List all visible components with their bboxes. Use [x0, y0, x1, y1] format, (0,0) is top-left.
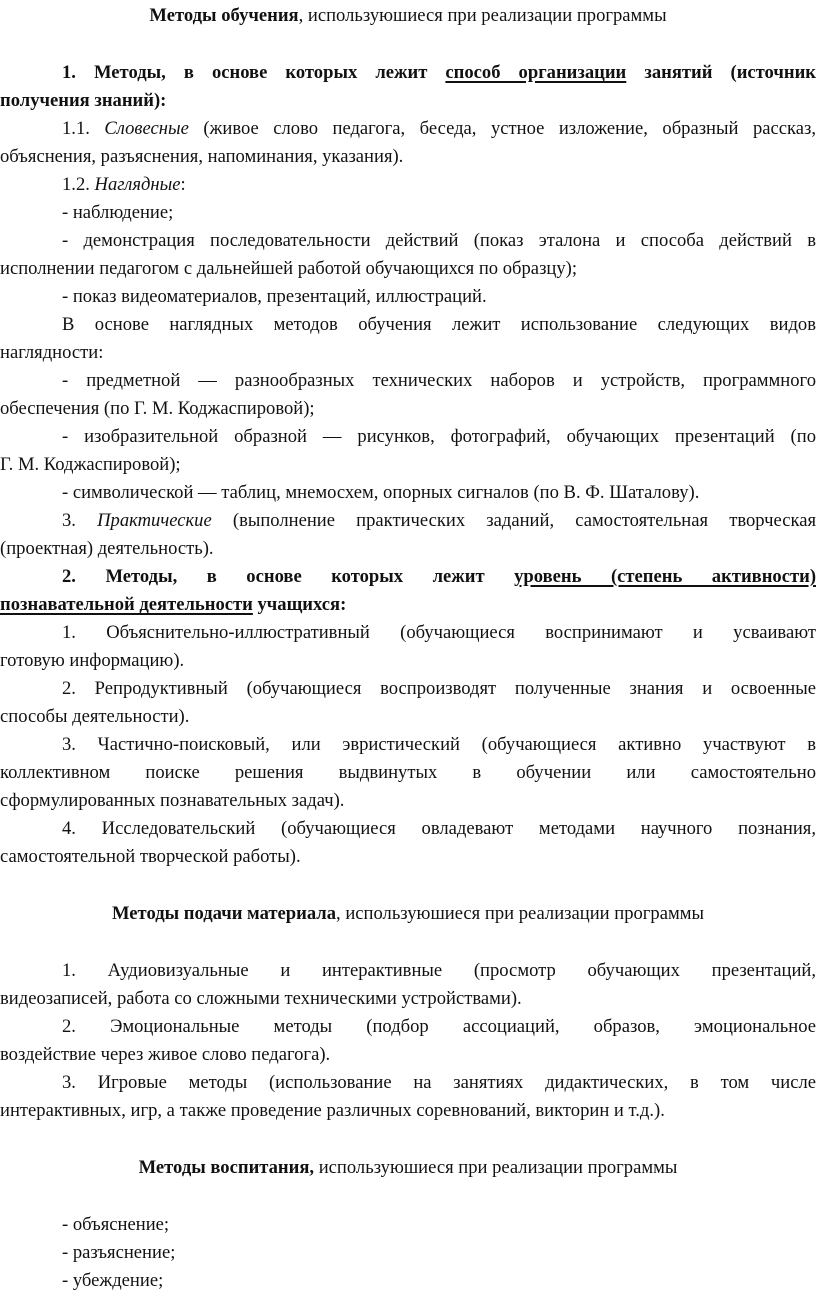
- item-term: Наглядные: [94, 174, 181, 195]
- title-bold: Методы воспитания,: [138, 1157, 315, 1178]
- list-item-cont: самостоятельной творческой работы).: [0, 846, 301, 867]
- title-teaching-methods: [0, 5, 816, 31]
- heading-underlined: способ организации: [445, 62, 627, 83]
- paragraph-practical: [62, 510, 816, 536]
- list-item-cont: готовую информацию).: [0, 650, 185, 671]
- section-1-heading-cont: получения знаний):: [0, 90, 167, 111]
- section-1-heading: [62, 62, 816, 88]
- item-number: 3.: [62, 510, 98, 531]
- list-item-cont: сформулированных познавательных задач).: [0, 790, 345, 811]
- list-item: 3. Игровые методы (использование на занятиях дидактических, в том числе: [62, 1072, 816, 1093]
- list-item: - изобразительной образной — рисунков, фотографий, обучающих презентаций (по: [62, 426, 816, 447]
- heading-underlined: уровень (степень активности): [514, 566, 816, 587]
- list-item: 2. Эмоциональные методы (подбор ассоциаций, образов, эмоциональное: [62, 1016, 816, 1037]
- list-item-cont: коллективном поиске решения выдвинутых в обучении или самостоятельно: [0, 762, 816, 783]
- title-rest: используюшиеся при реализации программы: [314, 1157, 678, 1178]
- list-item: - символической — таблиц, мнемосхем, опорных сигналов (по В. Ф. Шаталову).: [62, 482, 700, 503]
- heading-text-end: учащихся:: [252, 594, 347, 615]
- paragraph-verbal-cont: объяснения, разъяснения, напоминания, указания).: [0, 146, 404, 167]
- list-item-cont: видеозаписей, работа со сложными техническими устройствами).: [0, 988, 522, 1009]
- item-text: :: [180, 174, 186, 195]
- list-item: 1. Объяснительно-иллюстративный (обучающиеся воспринимают и усваивают: [62, 622, 816, 643]
- list-item: - убеждение;: [62, 1270, 164, 1291]
- list-item-cont: обеспечения (по Г. М. Коджаспировой);: [0, 398, 315, 419]
- heading-text: 2. Методы, в основе которых лежит: [62, 566, 515, 587]
- paragraph-visual: [62, 174, 816, 200]
- list-item: - объяснение;: [62, 1214, 170, 1235]
- heading-text-end: занятий (источник: [626, 62, 816, 83]
- list-item-cont: способы деятельности).: [0, 706, 190, 727]
- paragraph-cont: наглядности:: [0, 342, 104, 363]
- heading-underlined: познавательной деятельности: [0, 594, 253, 615]
- title-bold: Методы обучения: [149, 5, 299, 26]
- list-item-cont: интерактивных, игр, а также проведение различных соревнований, викторин и т.д.).: [0, 1100, 665, 1121]
- list-item: 2. Репродуктивный (обучающиеся воспроизводят полученные знания и освоенные: [62, 678, 816, 699]
- list-item: - демонстрация последовательности действий (показ эталона и способа действий в: [62, 230, 816, 251]
- section-2-heading-cont: [0, 594, 816, 620]
- list-item-cont: Г. М. Коджаспировой);: [0, 454, 181, 475]
- title-bold: Методы подачи материала: [112, 903, 337, 924]
- item-term: Словесные: [104, 118, 189, 139]
- item-text: (живое слово педагога, беседа, устное изложение, образный рассказ,: [188, 118, 816, 139]
- list-item: - разъяснение;: [62, 1242, 176, 1263]
- list-item: 1. Аудиовизуальные и интерактивные (просмотр обучающих презентаций,: [62, 960, 816, 981]
- list-item: - предметной — разнообразных технических наборов и устройств, программного: [62, 370, 816, 391]
- list-item-cont: воздействие через живое слово педагога).: [0, 1044, 331, 1065]
- section-2-heading: [62, 566, 816, 592]
- item-text: (выполнение практических заданий, самостоятельная творческая: [211, 510, 816, 531]
- paragraph: В основе наглядных методов обучения лежит использование следующих видов: [62, 314, 816, 335]
- item-number: 1.1.: [62, 118, 105, 139]
- list-item: 3. Частично-поисковый, или эвристический (обучающиеся активно участвуют в: [62, 734, 816, 755]
- list-item: - показ видеоматериалов, презентаций, иллюстраций.: [62, 286, 487, 307]
- list-item-cont: исполнении педагогом с дальнейшей работой обучающихся по образцу);: [0, 258, 578, 279]
- list-item: - наблюдение;: [62, 202, 174, 223]
- title-rest: , используюшиеся при реализации программы: [298, 5, 667, 26]
- list-item: 4. Исследовательский (обучающиеся овладевают методами научного познания,: [62, 818, 816, 839]
- item-term: Практические: [97, 510, 212, 531]
- title-rest: , используюшиеся при реализации программы: [336, 903, 704, 924]
- paragraph-practical-cont: (проектная) деятельность).: [0, 538, 214, 559]
- title-delivery-methods: [0, 903, 816, 929]
- heading-text: 1. Методы, в основе которых лежит: [62, 62, 446, 83]
- title-upbringing-methods: [0, 1157, 816, 1183]
- paragraph-verbal: [62, 118, 816, 144]
- item-number: 1.2.: [62, 174, 95, 195]
